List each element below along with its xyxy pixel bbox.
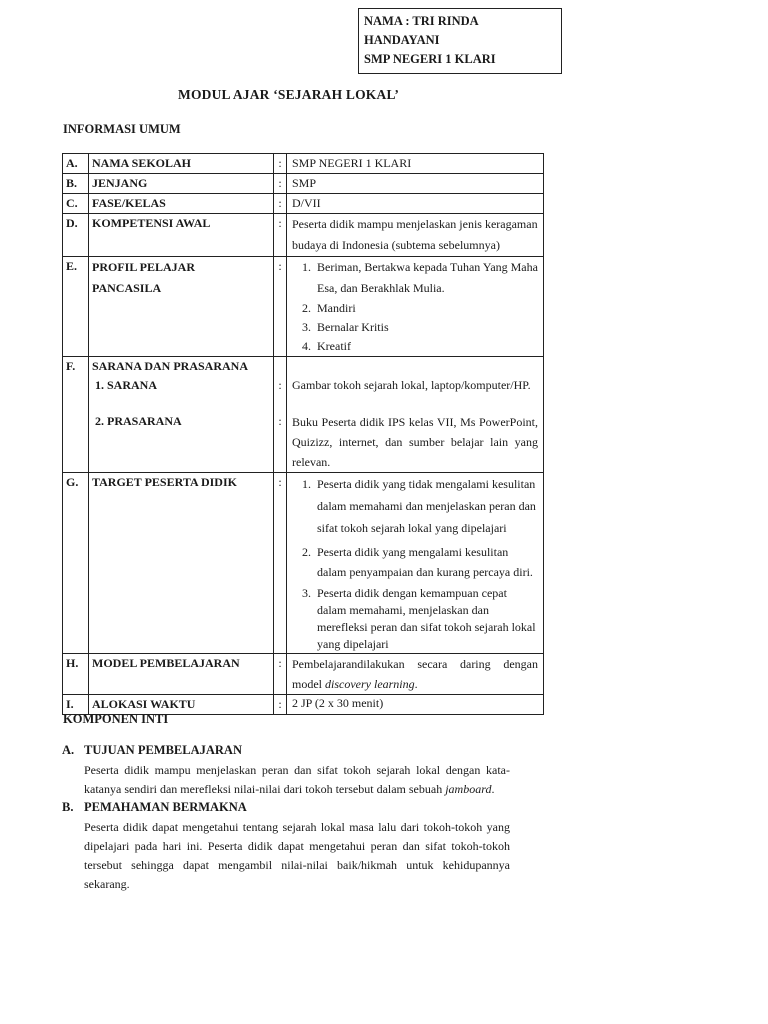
row-colon: : (274, 194, 287, 214)
pemahaman-title (62, 800, 247, 815)
komponen-heading: KOMPONEN INTI (63, 712, 169, 726)
row-colon: : (274, 174, 287, 194)
tujuan-text (84, 761, 510, 799)
profil-list (292, 257, 538, 356)
colon-mark: : (278, 378, 282, 392)
row-sarana-prasarana (63, 357, 544, 473)
row-kompetensi-awal (63, 214, 544, 257)
row-letter: F. (63, 357, 89, 473)
prasarana-label: 2. PRASARANA (95, 414, 182, 428)
row-key (89, 357, 274, 473)
list-item: 3. Bernalar Kritis (314, 318, 538, 337)
paragraph-text-end: . (491, 782, 495, 796)
row-nama-sekolah (63, 154, 544, 174)
list-item: 3. Peserta didik dengan kemampuan cepat dalam memahami, menjelaskan dan merefleksi peran dan sifat tokoh sejarah lokal yang dipelajari (314, 585, 538, 653)
model-text: Pembelajarandilakukan secara daring dengan model (292, 657, 538, 691)
section-number: A. (62, 743, 75, 757)
row-profil-pelajar (63, 257, 544, 357)
row-value: D/VII (287, 194, 544, 214)
row-value (287, 257, 544, 357)
info-table (62, 153, 544, 715)
list-item: 2. Peserta didik yang mengalami kesulitan dalam penyampaian dan kurang percaya diri. (314, 542, 538, 582)
row-value (287, 654, 544, 695)
school-name: SMP NEGERI 1 KLARI (364, 52, 496, 66)
colon-mark: : (278, 414, 282, 428)
row-key: JENJANG (89, 174, 274, 194)
row-colon: : (274, 257, 287, 357)
row-letter: B. (63, 174, 89, 194)
row-value: Peserta didik mampu menjelaskan jenis keragaman budaya di Indonesia (subtema sebelumnya) (287, 214, 544, 257)
row-value: SMP (287, 174, 544, 194)
list-item: 1. Beriman, Bertakwa kepada Tuhan Yang Maha Esa, dan Berakhlak Mulia. (314, 257, 538, 299)
paragraph-emphasis: jamboard (445, 782, 492, 796)
row-key: MODEL PEMBELAJARAN (89, 654, 274, 695)
row-letter: E. (63, 257, 89, 357)
row-key: NAMA SEKOLAH (89, 154, 274, 174)
row-key-line: PROFIL PELAJAR (92, 260, 196, 274)
row-fase-kelas (63, 194, 544, 214)
row-letter: C. (63, 194, 89, 214)
row-key (89, 257, 274, 357)
model-text-end: . (414, 677, 418, 691)
row-value (287, 473, 544, 654)
pemahaman-text: Peserta didik dapat mengetahui tentang sejarah lokal masa lalu dari tokoh-tokoh yang dipelajari pada hari ini. Peserta didik dapat mengetahui peran dan sifat tokoh-tokoh tersebut sehingga dapat mengambil nilai-nilai baik/hikmah untuk kehidupannya sekarang. (84, 820, 510, 891)
row-jenjang (63, 174, 544, 194)
row-letter: H. (63, 654, 89, 695)
row-key: FASE/KELAS (89, 194, 274, 214)
row-key-line: SARANA DAN PRASARANA (92, 359, 249, 373)
target-list (292, 473, 538, 653)
row-colon: : (274, 695, 287, 715)
section-title: PEMAHAMAN BERMAKNA (84, 800, 247, 814)
row-value: 2 JP (2 x 30 menit) (287, 695, 544, 715)
name-box (358, 8, 562, 74)
row-key-line: PANCASILA (92, 281, 162, 295)
row-value: SMP NEGERI 1 KLARI (287, 154, 544, 174)
row-target-peserta (63, 473, 544, 654)
row-key: TARGET PESERTA DIDIK (89, 473, 274, 654)
paragraph-text: Peserta didik mampu menjelaskan peran dan sifat tokoh sejarah lokal dengan kata-katanya sendiri dan merefleksi nilai-nilai dari tokoh tersebut dalam sebuah (84, 763, 510, 796)
section-number: B. (62, 800, 74, 814)
row-value (287, 357, 544, 473)
section-title: TUJUAN PEMBELAJARAN (84, 743, 242, 757)
row-colon: : (274, 654, 287, 695)
row-letter: A. (63, 154, 89, 174)
row-letter: D. (63, 214, 89, 257)
tujuan-title (62, 743, 242, 758)
row-letter: I. (63, 695, 89, 715)
row-model-pembelajaran (63, 654, 544, 695)
list-item: 2. Mandiri (314, 299, 538, 318)
model-emphasis: discovery learning (325, 677, 415, 691)
sarana-label: 1. SARANA (95, 378, 158, 392)
row-colon: : (274, 154, 287, 174)
list-item: 4. Kreatif (314, 337, 538, 356)
row-key: ALOKASI WAKTU (89, 695, 274, 715)
row-letter: G. (63, 473, 89, 654)
list-item: 1. Peserta didik yang tidak mengalami kesulitan dalam memahami dan menjelaskan peran dan sifat tokoh sejarah lokal yang dipelajari (314, 473, 538, 539)
prasarana-value: Buku Peserta didik IPS kelas VII, Ms PowerPoint, Quizizz, internet, dan sumber belajar lain yang relevan. (292, 415, 538, 469)
row-colon: : (274, 473, 287, 654)
row-colon: : (274, 214, 287, 257)
student-name: NAMA : TRI RINDA HANDAYANI (364, 14, 479, 47)
sarana-value: Gambar tokoh sejarah lokal, laptop/komputer/HP. (292, 378, 531, 392)
row-key: KOMPETENSI AWAL (89, 214, 274, 257)
document-title: MODUL AJAR ‘SEJARAH LOKAL’ (178, 87, 400, 102)
row-colon (274, 357, 287, 473)
info-heading: INFORMASI UMUM (63, 122, 181, 136)
